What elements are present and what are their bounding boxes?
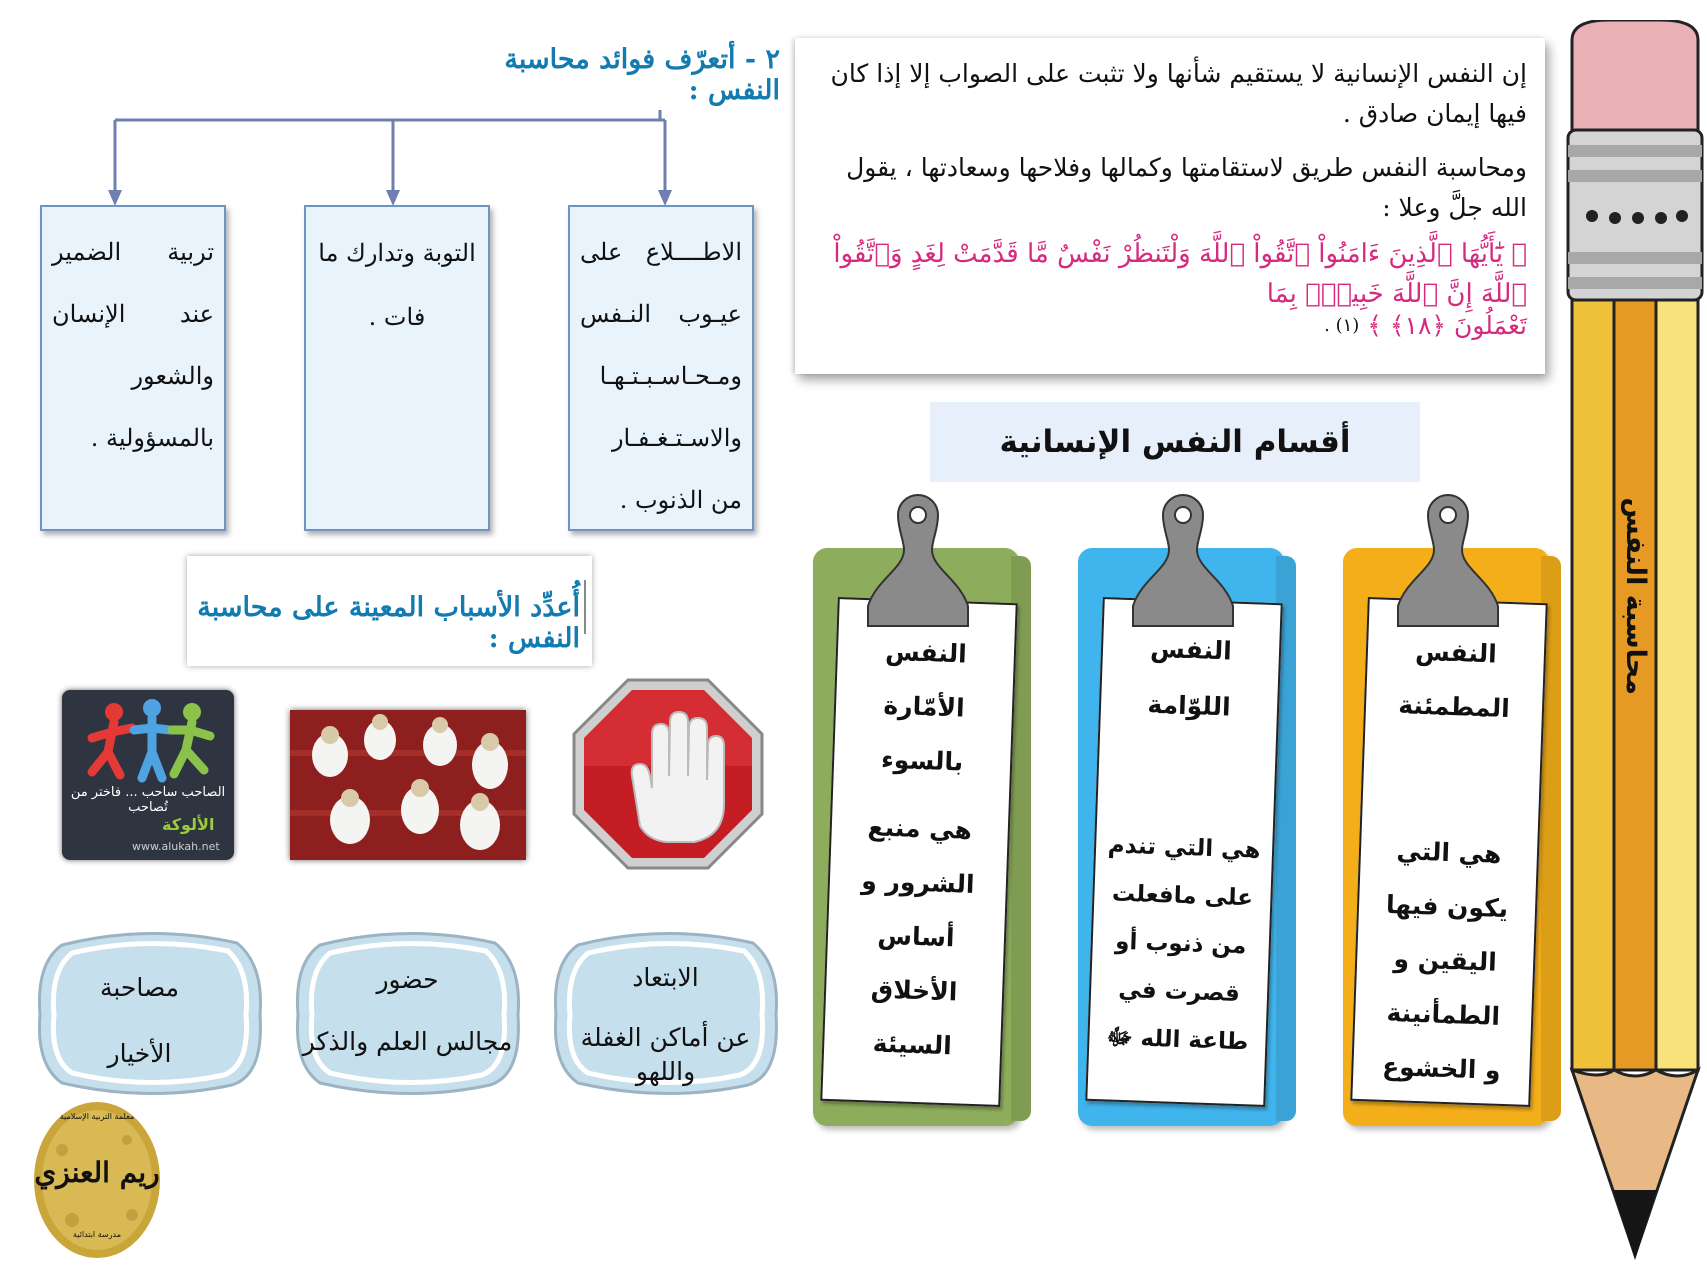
benefits-title: ٢ - أتعرّف فوائد محاسبة النفس : (504, 44, 780, 106)
clipboard-paper (1350, 597, 1547, 1107)
quran-verse-line-2 (809, 306, 1527, 346)
benefit-box-1 (568, 205, 754, 531)
quran-verse-line-1: ﴿ يَٰٓأَيُّهَا ٱلَّذِينَ ءَامَنُواْ ٱتَّقُواْ ٱللَّهَ وَلْتَنظُرْ نَفْسٌ مَّا قَدَّمَتْ لِغَدٍ وَٱتَّقُواْ ٱللَّهَ إِنَّ ٱللَّهَ خَبِيرُۢ بِمَا (833, 239, 1527, 309)
section-desc-2: الشرور و (860, 866, 975, 899)
causes-title-box (187, 556, 592, 666)
section-desc-1: هي التي تندم (1107, 832, 1261, 864)
section-desc-2: يكون فيها (1385, 889, 1509, 924)
clipboard-paper (1085, 597, 1282, 1107)
pencil-title: محاسبة النفس (1620, 497, 1651, 695)
poster-url: www.alukah.net (132, 840, 220, 853)
section-desc-5: السيئة (872, 1028, 953, 1061)
benefit-text: الاطــــلاع على عيـوب النـفس ومـحـاسـبـتـهـا والاسـتـغـفـار من الذنوب . (580, 238, 742, 514)
clip-icon (1128, 490, 1238, 640)
benefits-connector-lines (100, 110, 700, 210)
cloud-shape (32, 925, 267, 1100)
section-desc-2: على مافعلت (1111, 880, 1254, 912)
cause-cloud-1 (548, 925, 783, 1100)
section-name: النفس المطمئنة (1397, 636, 1511, 724)
cloud-shape (290, 925, 525, 1100)
sections-title: أقسام النفس الإنسانية (930, 402, 1420, 482)
section-desc-1: هي التي (1396, 836, 1502, 869)
intro-line-1: إن النفس الإنسانية لا يستقيم شأنها ولا تثبت على الصواب إلا إذا كان فيها إيمان صادق . (830, 59, 1527, 128)
stop-hand-icon (570, 676, 766, 872)
stamp-name: ريم العنزي (34, 1156, 160, 1189)
section-desc-3: من ذنوب أو (1114, 928, 1247, 960)
cause-line-1: الابتعاد (632, 963, 699, 992)
footnote-marker: (١) . (1324, 315, 1360, 336)
people-icon (62, 690, 234, 800)
clipboard-lawwama (1078, 548, 1284, 1126)
stamp-top-text: معلمة التربية الإسلامية (59, 1112, 135, 1121)
study-circle-photo (290, 710, 526, 860)
section-desc-4: قصرت في (1117, 976, 1241, 1008)
benefit-box-2 (304, 205, 490, 531)
section-name: النفس اللوّامة (1147, 633, 1233, 722)
clipboard-mutmainna (1343, 548, 1549, 1126)
cause-line-1: حضور (376, 965, 439, 994)
benefit-text: تربية الضمير عند الإنسان والشعور بالمسؤولية . (52, 238, 214, 452)
section-desc-5: طاعة الله ﷻ (1106, 1024, 1249, 1056)
causes-title: أُعدِّد الأسباب المعينة على محاسبة النفس : (197, 592, 580, 654)
clipboard-ammara (813, 548, 1019, 1126)
section-desc-3: اليقين و (1393, 944, 1498, 977)
cause-line-2: الأخيار (107, 1039, 172, 1068)
clip-icon (863, 490, 973, 640)
stamp-bottom-text: مدرسة ابتدائية (72, 1230, 122, 1239)
companions-poster-image (62, 690, 234, 860)
section-desc-4: الأخلاق (870, 974, 958, 1007)
intro-text-box (795, 38, 1545, 374)
cause-line-2: مجالس العلم والذكر (302, 1027, 513, 1056)
section-name: النفس الأمّارة بالسوء (880, 636, 968, 777)
poster-caption: الصاحب ساحب ... فاختر من تُصاحب (70, 785, 226, 815)
benefit-box-3 (40, 205, 226, 531)
benefit-text: التوبة وتدارك ما فات . (318, 239, 476, 331)
section-desc-5: و الخشوع (1381, 1051, 1502, 1085)
poster-logo: الألوكة (162, 815, 215, 834)
quran-verse-ending: تَعْمَلُونَ ﴿١٨﴾ ﴾ (1367, 311, 1527, 340)
section-desc-1: هي منبع (867, 812, 973, 845)
cause-cloud-3 (32, 925, 267, 1100)
cause-line-1: مصاحبة (99, 973, 180, 1002)
clip-icon (1393, 490, 1503, 640)
cause-line-2: عن أماكن الغفلة واللهو (580, 1023, 751, 1086)
section-desc-3: أساس (877, 920, 956, 953)
clipboard-paper (820, 597, 1017, 1107)
intro-line-2: ومحاسبة النفس طريق لاستقامتها وكمالها وفلاحها وسعادتها ، يقول الله جلَّ وعلا : (846, 153, 1527, 222)
section-desc-4: الطمأنينة (1386, 997, 1501, 1031)
author-stamp-logo (32, 1100, 162, 1260)
cause-cloud-2 (290, 925, 525, 1100)
